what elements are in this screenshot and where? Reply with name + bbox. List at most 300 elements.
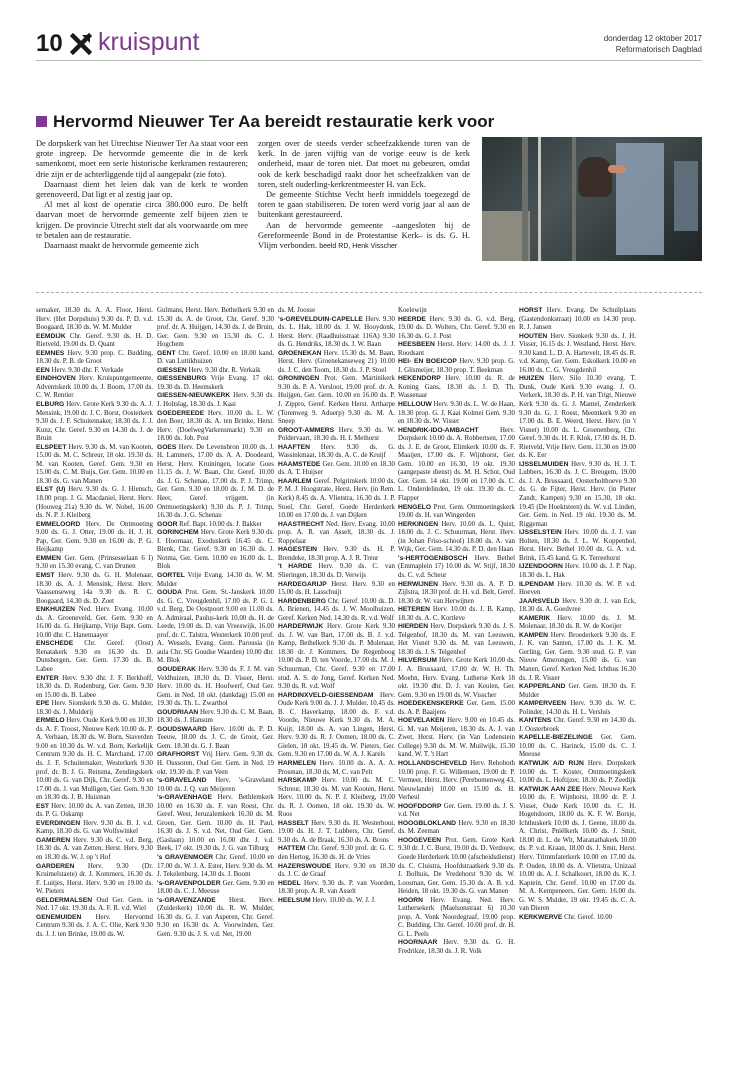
- listing-text: Herv. Silo 10.30 evang. T. Dunk, Oude Kerk 9.30 evang. J. O. Verkerk, 18.30 ds. P. H. van Trigt, Nieuwe Kerk 9.30 ds. G. J. Mantel, Zenderkerk 9.30 ds. G. J. Roest, Meentkerk 9.30 en 17.00 ds. B. E. Weerd, Herst. Herv. (in 't Visnet) 10.00 ds. L. Groenenberg, Chr. Geref. 9.30 ds. H. F. Klok, 17.00 ds. H. D. Rietveld, Vrije Herv. Gem. 11.30 en 19.00 ds. K. Eer: [519, 375, 636, 460]
- listing-place: EMMEN: [36, 554, 61, 562]
- listing-place: 's-GRAVELAND: [157, 777, 207, 785]
- listing-place: ILPENDAM: [519, 580, 554, 588]
- listing-text: Herv. 9.30 en 18.30 ds. M. Zeeman: [398, 819, 515, 836]
- listing-entry: [278, 777, 395, 820]
- listing-text: Herv. Sionkerk 9.30 ds. J. H. Visser, 16.15 ds. J. Westland, Herst. Herv. 9.30 kand. L. D. A. Hartevelt, 18.45 ds. R. v.d. Kamp, Ger. Gem. Eskolkerk 10.00 en 16.00 ds. C. G. Vreugdenhil: [519, 332, 636, 374]
- listing-entry: [278, 478, 395, 521]
- newspaper-name: Reformatorisch Dagblad: [615, 45, 702, 54]
- listing-place: KERKWERVE: [519, 913, 563, 921]
- listing-entry: [278, 427, 395, 444]
- listing-text: Herv. 10.00 ds. A. A. A. Prosman, 18.30 ds. M. C. van Pelt: [278, 759, 395, 776]
- listing-place: HAARLEM: [278, 477, 312, 485]
- listing-column-1: [36, 307, 153, 1059]
- listing-entry: [519, 683, 636, 700]
- listing-entry: [398, 717, 515, 760]
- listing-entry: [278, 307, 395, 316]
- headline-text: Hervormd Nieuwer Ter Aa bereidt restauratie kerk voor: [53, 112, 495, 131]
- listing-place: 's-GRAVENPOLDER: [157, 879, 221, 887]
- listing-text: Herv. Bethel (Emmaplein 17) 10.00 ds. W. Stijf, 18.30 ds. C. v.d. Scheur: [398, 554, 515, 579]
- photo-church-window: [674, 161, 698, 231]
- listing-place: HOORN: [398, 896, 423, 904]
- listing-place: ELBURG: [36, 401, 65, 409]
- listing-text: Herv. 10.00 ds. R. de Koning Gans, 18.30 ds. J. D. Th. Wassenaar: [398, 375, 515, 400]
- listing-text: Prot. Gem. Martinikerk 9.30 ds. P. A. Versloot, 19.00 prof. dr. A. Huijgen, Ger. Gem. 10.00 en 16.00 ds. P. J. Zippro, Geref. Kerken Herst. Artharpe (Torenweg 9. Aduerp) 9.30 ds. M. A. Sneep: [278, 375, 395, 426]
- listing-entry: [157, 444, 274, 521]
- listing-entry: [519, 333, 636, 376]
- listing-entry: [36, 640, 153, 674]
- listing-text: Herv. 9.30 dhr. F. Verkade: [51, 366, 124, 374]
- listing-place: HOOGEVEEN: [398, 836, 442, 844]
- listing-entry: [36, 486, 153, 520]
- listing-entry: [36, 350, 153, 367]
- listing-entry: [519, 307, 636, 333]
- listing-text: Herv. Oude Kerk 9.00 en 10.30 ds. A. F. Troost, Nieuwe Kerk 10.00 ds. P. A. Verbaan, 18.30 ds. W. Born, Staverden 9.00 en 10.30 ds. W. v.d. Born, Kerkelijk Centrum 9.30 ds. H. C. Marchand, 17.00 ds. J. F. Schuitemaker, Westerkerk 9.30 prof. dr. B. J. G. Reitsma, Zendingskerk 10.00 ds. G. van Dijk, Chr. Geref. 9.30 en 17.00 ds. J. van Mulligen, Ger. Gem. 9.30 en 18.30 ds. J. B. Huisman: [36, 717, 153, 802]
- listing-place: KATWIJK AAN ZEE: [519, 785, 581, 793]
- listing-entry: [157, 307, 274, 350]
- listing-entry: [278, 444, 395, 461]
- listing-entry: [157, 751, 274, 777]
- listing-place: KAMERIK: [519, 614, 551, 622]
- listing-place: GOEDEREEDE: [157, 409, 205, 417]
- listing-text: Herst. Herv. 9.30 en 15.00 ds. H. Lasschuijt: [278, 580, 395, 597]
- listing-place: HEERDE: [398, 315, 426, 323]
- listing-column-3: [278, 307, 395, 1059]
- listing-text: Herv. De Levensbron 10.00 ds. J. H. Lammers, 17.00 ds. A. A. Doodeard, Herst. Herv. Kruiningen, locatie Goes 11.15 ds. J. W. Baan, Chr. Geref. 10.00 ds. J. G. Schenau, 17.00 ds. P. J. Trimp, Ger. Gem. 9.30 en 18.00 ds. J. M. D. de Heer, Geref. vrijgem. (in Ontmoetingskerk) 9.30 ds. P. J. Trimp, 16.30 ds. J. G. Schenau: [157, 443, 274, 520]
- listing-entry: [157, 589, 274, 666]
- listing-entry: [398, 897, 515, 940]
- listing-place: HENDRIK-IDO-AMBACHT: [398, 426, 479, 434]
- listing-place: EEMNES: [36, 349, 65, 357]
- listing-entry: [398, 307, 515, 316]
- listing-entry: [278, 581, 395, 598]
- listing-place: HELLOUW: [398, 401, 432, 409]
- listing-place: HAAFTEN: [278, 443, 310, 451]
- listing-text: Gulmans, Herst. Herv. Bethelkerk 9.30 en 15.30 ds. A. de Groot, Chr. Geref. 9.30 prof. dr. A. Huijgen, 14.30 ds. J. de Bruin, Ger. Gem. 9.30 en 15.30 ds. C. J. Hogchem: [157, 307, 274, 349]
- listing-place: HAASTRECHT: [278, 520, 325, 528]
- listing-entry: [157, 777, 274, 794]
- listing-entry: [519, 598, 636, 615]
- listing-text: Herv. 9.30 ds. J. Holtslag, 18.30 ds. J. Kaai: [157, 392, 274, 409]
- listing-place: GARDEREN: [36, 862, 75, 870]
- listing-entry: [278, 880, 395, 897]
- listing-place: HOOGBLOKLAND: [398, 819, 456, 827]
- listing-text: Herv. 10.00 ds. J. M. Molenaar, 18.30 ds. R. W. de Koeijer: [519, 614, 636, 631]
- listing-entry: [519, 529, 636, 563]
- listing-place: HAAMSTEDE: [278, 460, 321, 468]
- listing-text: Herv. Bethlemkerk 10.00 en 16.30 ds. F. van Roest, Chr. Geref. West, Jeruzalemkerk 16.30 ds. M. Groen, Ger. Gem. 10.00 ds. H. Paul, 16.30 ds. J. S. v.d. Net, Oud Ger. Gem. (Gaslaan) 10.00 en 16.00 dhr. J. v.d. Beek, 17 okt. 19.30 ds. J. G. van Tilburg: [157, 794, 274, 853]
- listing-place: GOUDA: [157, 589, 182, 597]
- listing-text: Herv. 9.30 ds. W. Poldervaart, 18.30 ds. H. I. Methorst: [278, 426, 395, 443]
- listing-place: ELST (U): [36, 486, 66, 494]
- listing-entry: [398, 427, 515, 504]
- listing-text: Herv. 9.30 ds. G. v.d. Berg, 19.00 ds. D. Wolters, Chr. Geref. 9.30 en 16.30 ds. G. J. Post: [398, 315, 515, 340]
- listing-place: HARDEGARIJP: [278, 580, 327, 588]
- listing-column-5: [519, 307, 636, 1059]
- listing-place: ENKHUIZEN: [36, 606, 76, 614]
- listing-text: Prot. Gem. Ontmoetingskerk 19.00 ds. H. van Wingerden: [398, 503, 515, 520]
- listing-place: HERKINGEN: [398, 520, 439, 528]
- listing-place: HOEDEKENSKERKE: [398, 700, 464, 708]
- listing-text: Vrij Herv. Gem. 9.30 ds. H. Oussoren, Oud Ger. Gem. in Ned. 19 okt. 19.30 ds. P. van Veen: [157, 751, 274, 776]
- listing-text: Herv. 9.30 prop. G. J. Glismeijer, 18.30 prop. T. Beekman: [398, 358, 515, 374]
- article-photo: [482, 137, 702, 261]
- listing-entry: [398, 606, 515, 623]
- listing-place: 't HARDE: [278, 563, 313, 571]
- photo-ladder: [538, 137, 541, 261]
- listing-text: Herv. 9.30 en 18.30 ds. J. C. de Graaf: [278, 862, 395, 879]
- listing-entry: [278, 316, 395, 350]
- listing-text: Herv. Sionskerk 9.30 ds. G. Mulder, 18.30 ds. J. Mulderij: [36, 700, 153, 716]
- listing-text: Herv. 10.00 ds. P. D. Teeuw, 18.00 ds. J. C. de Groot, Ger. Gem. 18.30 ds. G. J. Baan: [157, 725, 274, 750]
- listing-place: 's GRAVENMOER: [157, 854, 214, 861]
- photo-worker: [578, 157, 612, 197]
- listing-place: GOUDERAK: [157, 665, 197, 673]
- listing-place: HEKENDORP: [398, 375, 441, 383]
- listing-entry: [519, 700, 636, 717]
- listing-entry: [519, 563, 636, 580]
- listing-entry: [398, 581, 515, 607]
- listing-entry: [398, 760, 515, 803]
- listing-entry: [398, 316, 515, 342]
- listing-text: Herv. 9.30 ds. M. van Kooten, 15.00 ds. M. C. Schreur, 18 okt. 19.30 ds. M. van Kooten, Geref. Gem. 9.30 en 15.00 ds. C. M. Buijs, Ger. Gem. 10.00 en 18.30 ds. G. van Manen: [36, 443, 153, 485]
- headline-marker-icon: [36, 116, 47, 127]
- listing-place: HEDEL: [278, 879, 301, 887]
- listing-place: KAMPEN: [519, 631, 548, 639]
- listing-text: Chr. Geref. 10.00 en 18.00 kand. D. van Luttikhuizen: [157, 349, 274, 366]
- listing-place: GENT: [157, 349, 176, 357]
- listing-place: IJZENDOORN: [519, 563, 563, 571]
- listing-entry: [519, 461, 636, 529]
- listing-entry: [398, 504, 515, 521]
- listing-entry: [157, 367, 274, 376]
- issue-date: donderdag 12 oktober 2017: [603, 34, 702, 43]
- listing-place: HASSELT: [278, 819, 309, 827]
- listing-place: JAARSVELD: [519, 597, 560, 605]
- listing-text: Herv. Grote Kerk 10.00 ds. J. A. Brussaard, 17.00 dr. W. H. Th. Moehn, Herv. Evang. Lutherse Kerk 18 okt. 19.30 dhr. D. J. van Keulen, Ger. Gem. 9.30 en 19.00 ds. W. Visscher: [398, 657, 515, 699]
- listing-entry: [398, 555, 515, 581]
- listing-place: HARSKAMP: [278, 777, 317, 785]
- listing-entry: [278, 897, 395, 906]
- article-paragraph: Aan de hervormde gemeente –aangesloten bij de Gereformeerde Bond in de Protestantse Kerk– is ds. G. H. Vlijm verbonden. beeld RD, Henk Visscher: [258, 220, 470, 251]
- listing-entry: [519, 632, 636, 683]
- listing-place: KAPPERLAND: [519, 683, 566, 691]
- listing-entry: [157, 854, 274, 880]
- listing-place: EST: [36, 802, 50, 810]
- listing-entry: [36, 333, 153, 350]
- listing-place: KAMPERVEEN: [519, 700, 567, 708]
- listing-entry: [519, 581, 636, 598]
- listing-entry: [157, 666, 274, 709]
- listing-place: GIESSEN: [157, 366, 187, 374]
- section-divider: [36, 292, 702, 293]
- listing-place: EMMELOORD: [36, 520, 81, 528]
- listing-entry: [36, 897, 153, 914]
- article-paragraph: zorgen over de steeds verder scheefzakkende toren van de kerk. In de jaren vijftig van de vorige eeuw is de kerk onderheid, maar de toren niet. Dat moet nu gebeuren, omdat ook de kerk beschadigd raakt door het scheefzakken van de toren, stelt ouderling-kerkrentmeester H. van Eck.: [258, 139, 470, 189]
- listing-text: Herv. 10.00 ds. A. van Zetten, 18.30 ds. P. G. Oskamp: [36, 802, 153, 819]
- listing-entry: [278, 375, 395, 426]
- listing-entry: [36, 401, 153, 444]
- listing-entry: [398, 341, 515, 358]
- listing-place: HEELSUM: [278, 896, 311, 904]
- listing-text: Herv. Hervormd Centrum 9.30 ds. J. A. C. Olie, Kerk 9.30 ds. J. J. ten Brinke, 19.00 ds. W.: [36, 913, 153, 938]
- listing-place: HAZERSWOUDE: [278, 862, 332, 870]
- listing-entry: [36, 307, 153, 333]
- listing-text: Chr. Geref. (Oost) Renatakerk 9.30 en 16.30 ds. D. Dunsbergen, Ger. Gem. 17.30 ds. B. Labee: [36, 640, 153, 673]
- section-title: kruispunt: [98, 28, 200, 56]
- listing-place: GOUDSWAARD: [157, 725, 207, 733]
- listing-place: GELDERMALSEN: [36, 896, 93, 904]
- listing-text: Herv. Dorpskerk 10.00 ds. A. Robbertsen, 17.00 ds. J. E. de Groot, Elimkerk 10.00 ds. F. Maaijen, 17.00 ds. F. Wijnhorst, Ger. Gem. 10.00 en 16.30, 19 okt. 19.30 (aangepaste dienst) ds. M. H. Schot, Oud Ger. Gem. 14 okt. 19.00 en 17.00 ds. C. L. Onderdelinden, 19 okt. 19.30 ds. C. Flapper: [398, 426, 515, 503]
- listing-text: Herv. 10.00 ds. J. J. van Holten, 18.30 ds. J. L. W. Koppenhol, Herst. Herv. Bethel 10.00 ds. G. A. v.d. Brink, 15.45 kand. G. K. Terreehorst: [519, 529, 636, 562]
- listing-entry: [36, 837, 153, 863]
- listing-place: HORST: [519, 307, 543, 314]
- article-paragraph: Daarnaast maakt de hervormde gemeente zich: [44, 241, 199, 251]
- listing-text: Herv. Oude Kerk 9.00 ds. J. J. Mulder, 10.45 ds. B. C. Haverkamp, 18.00 ds. F. v.d. Voorde, Nieuwe Kerk 9.30 ds. M. A. Kuijt, 18.00 ds. A. van Lingen, Herst. Herv. 9.30 ds. R. J. Oomen, 18.00 ds. C. Gielen, 18 okt. 19.45 ds. W. Pieters, Ger. Gem. 9.30 en 17.00 ds. W. A. J. Karels: [278, 691, 395, 759]
- listing-text: Herv. 9.30 ds. G. Wassinkmaat, 18.30 ds. A. C. de Kruijf: [278, 443, 395, 460]
- photo-credit: beeld RD, Henk Visscher: [319, 243, 398, 251]
- listing-place: HARDINXVELD-GIESSENDAM: [278, 691, 374, 699]
- listing-text: Chr. Geref. 9.30 en 14.30 ds. J. Oosterbroek: [519, 717, 636, 733]
- listing-place: HAGESTEIN: [278, 546, 318, 554]
- listing-place: GAMEREN: [36, 836, 71, 844]
- listing-place: IJSSELMUIDEN: [519, 460, 569, 468]
- listing-text: Herv. 9.30 dhr. R. Verkaik: [188, 366, 261, 374]
- listing-place: HIERDEN: [398, 623, 429, 631]
- listing-place: HATTEM: [278, 845, 306, 853]
- listing-text: Herv. 9.30 prop. C. Budding, 18.30 ds. P. B. de Groot: [36, 349, 153, 366]
- listing-entry: [278, 845, 395, 862]
- listing-entry: [519, 717, 636, 734]
- listing-entry: [519, 914, 636, 923]
- listing-place: HOORNAAR: [398, 939, 438, 947]
- listing-text: Oud Ger. Gem. in Ned. 17 okt. 19.30 ds. A. F. R. v.d. Wiel: [36, 896, 153, 913]
- listing-place: GRAFHORST: [157, 751, 200, 759]
- listing-text: Koelewijn: [398, 307, 427, 314]
- listing-place: HILVERSUM: [398, 657, 437, 665]
- listing-place: 's-HERTOGENBOSCH: [398, 554, 468, 562]
- listing-text: Vrije Evang. 14.30 ds. W. M. Mulder: [157, 571, 274, 588]
- listing-entry: [157, 410, 274, 444]
- listing-text: Herst. Herv. (Zuiderkerk) 10.00 ds. R. W. Mulder, 16.30 ds. G. J. van Asperen, Chr. Geref. 9.30 en 16.30 ds. A. Voorwinden, Ger. Gem. 9.30 ds. J. S. v.d. Net, 19.00: [157, 896, 274, 938]
- listing-text: Herv. 9.30 ds. H. Westerhout, 19.00 ds. H. J. T. Lubbers, Chr. Geref. 9.30 ds. A. de Braak, 16.30 ds. A. Brons: [278, 819, 395, 844]
- listing-text: Herv. 10.00 ds. L. Quist, 18.00 ds. J. C. Schuurman, Herst. Herv. (in Johan Friso-school) 18.00 ds. A. van Wijk, Ger. Gem. 14.30 ds. P. D. den Haan: [398, 520, 515, 554]
- listing-place: GROOT-AMMERS: [278, 426, 335, 434]
- listing-text: Herv. Evang. De Schuilplaats (Gastendonkstraat) 10.00 en 14.30 prop. R. J. Jansen: [519, 307, 636, 332]
- article-paragraph: De gemeente Stichtse Vecht heeft inmiddels toegezegd de toren te gaan stabiliseren. De toren werd vorig jaar al aan de buitenkant gerestaureerd.: [258, 190, 470, 220]
- listing-text: Herv. De Ontmoeting 9.00 ds. G. J. Otter, 19.00 ds. H. J. H. Pap, Ger. Gem. 9.30 en 16.00 ds. P. G. Heijkamp: [36, 520, 153, 554]
- listing-entry: [519, 734, 636, 760]
- listing-text: Vrije Evang. 17 okt. 19.30 ds. D. Heemskerk: [157, 375, 274, 391]
- listing-entry: [36, 367, 153, 376]
- listing-place: HARDENBERG: [278, 597, 326, 605]
- listing-text: Chr. Geref. 9.30 prof. dr. G. C. den Hertog, 16.30 ds. H. de Vries: [278, 845, 395, 861]
- listing-text: Herv. 9.30 ds. H. J. T. Lubbers, 16.30 ds. J. C. Breugem, 19.00 ds. J. A. Brussaard, Oosterholthoeve 9.30 ds. G. de Fijter, Herst. Herv. (in Pieter Zandt, Kampen) 9.30 en 15.30, 18 okt. 19.45 (De Hoektsteen) ds. W. v.d. Linden, Ger. Gem. in Ned. 19 okt. 19.30 ds. M. Riggeman: [519, 460, 636, 528]
- listing-place: EINDHOVEN: [36, 375, 76, 383]
- listing-place: GORTEL: [157, 571, 185, 579]
- listing-entry: [157, 375, 274, 392]
- listing-entry: [278, 692, 395, 760]
- photo-worker-hand: [608, 165, 626, 173]
- listing-text: Ger. Gem. 10.00 ds. C. Harinck, 15.00 ds. C. J. Meeuse: [519, 734, 636, 759]
- listing-entry: [157, 572, 274, 589]
- listing-place: HEESBEEN: [398, 341, 435, 349]
- listing-place: GOUDRIAAN: [157, 708, 199, 716]
- listing-text: semaker, 18.30 ds. A. A. Floor, Herst. Herv. (Het Dorpshuis) 9.30 ds. P. D. v.d. Boogaard, 18.30 ds. W. M. Mulder: [36, 307, 153, 332]
- article-paragraph: De dorpskerk van het Utrechtse Nieuwer Ter Aa staat voor een grote ingreep. De hervormde gemeente die in de kerk samenkomt, moet een serie historische kerkramen restaureren; drie zijn er de achterliggende tijd al aangepakt (zie foto).: [36, 139, 248, 179]
- listing-text: Herv. 9.30 ds. G. H. Molenaar, 18.30 ds. A. J. Mensink, Herst. Herv. Vaassenseweg 14a 9.30 ds. R. C. Boogaard, 14.30 ds. D. Zoet: [36, 571, 153, 605]
- listing-entry: [36, 820, 153, 837]
- listing-place: 's-GRAVENZANDE: [157, 896, 216, 904]
- listing-entry: [398, 521, 515, 555]
- listing-place: KATWIJK A/D RIJN: [519, 759, 584, 767]
- listing-text: Ned. Herv. Evang. 10.00 prop. A. R. van Asselt, 18.30 ds. J. Roppelaar: [278, 520, 395, 545]
- listing-text: Herv. 10.00 ds. L. W. den Boer, 18.30 ds. A. ten Brinke, Herst. Herv. (DoelwegVarkensmarkt) 9.30 en 18.00 ds. Job. Post: [157, 409, 274, 443]
- listing-entry: [398, 939, 515, 956]
- listing-place: HERWIJNEN: [398, 580, 439, 588]
- listing-entry: [519, 760, 636, 786]
- listing-entry: [36, 717, 153, 802]
- listing-text: Herv. 9.30 ds. C. M. Baan, 18.30 ds. J. Hansum: [157, 708, 274, 725]
- listing-place: HARDERWIJK: [278, 623, 324, 631]
- listing-place: EEMDIJK: [36, 332, 66, 340]
- listing-entry: [278, 820, 395, 846]
- photo-scaffold: [522, 137, 528, 261]
- listing-place: HOUTEN: [519, 332, 548, 340]
- listing-entry: [36, 914, 153, 940]
- listing-entry: [519, 786, 636, 914]
- listing-text: Herv. Kruispuntgemeente, Adventskerk 10.00 ds. J. Boom, 17.00 ds. C. W. Rentier: [36, 375, 153, 400]
- listing-place: EMST: [36, 571, 55, 579]
- listing-entry: [398, 375, 515, 401]
- listing-text: Herv. Broederkerk 9.30 ds. F. J. K. van Santen, 17.00 ds. J. K. M. Gerling, Ger. Gem. 9.30 stud. G. P. van Nieuw Amerongen, 15.00 ds. G. van Manen, Geref. Kerken Ned. Ichthus 16.30 ds. J. R. Visser: [519, 631, 636, 682]
- listing-entry: [157, 392, 274, 409]
- listing-place: ENSCHEDE: [36, 640, 74, 648]
- listing-entry: [278, 760, 395, 777]
- listing-text: Ger. Gem. (Prinsesselaan 6 I) 9.30 en 15.30 evang. C. van Drunen: [36, 554, 153, 571]
- listing-entry: [157, 880, 274, 897]
- listing-place: HARMELEN: [278, 759, 316, 767]
- listing-entry: [398, 623, 515, 657]
- listing-text: Ger. Gem. 18.30 ds. F. Mulder: [519, 683, 636, 699]
- listing-entry: [157, 726, 274, 752]
- listing-place: GOES: [157, 443, 177, 451]
- listing-entry: [36, 572, 153, 606]
- listing-text: Ref. Bapt. 10.00 ds. J. Bakker: [179, 520, 262, 528]
- listing-entry: [398, 700, 515, 717]
- listing-text: Herv. 10.30 ds. W. P. v.d. Hoeven: [519, 580, 636, 597]
- listing-place: KANTENS: [519, 717, 552, 725]
- listing-place: GROENEKAN: [278, 349, 322, 357]
- listing-text: Herv. Evang. Ned. Herv. Luthersekerk (Maelsonstraat 6) 10.30 prop. A. Vonk Noordegraaf, 19.00 prop. C. Budding, Chr. Geref. 10.00 prof. dr. H. G. L. Peels: [398, 896, 515, 938]
- page-number: 10: [36, 30, 63, 57]
- listing-text: Ger. Gem. 15.00 ds. A. P. Baaijens: [398, 700, 515, 716]
- listing-place: HOOFDDORP: [398, 802, 442, 810]
- article-paragraph: Al met al kost de operatie circa 380.000 euro. De helft daarvan moet de hervormde gemeente zelf bijeen zien te krijgen. De provincie Utrecht stelt dat als voorwaarde om mee te betalen aan de restauratie.: [36, 200, 248, 240]
- listing-text: Herv. Dorpskerk 9.30 ds. J. S. Telgenhof, 18.30 ds. M. van Leeuwen, Het Visnet 9.30 ds. M. van Leeuwen, 18.30 ds. J. S. Telgenhof: [398, 623, 515, 656]
- listing-text: Prot. Gem. St.-Janskerk 10.00 ds. G. C. Vreugdenhil, 17.00 ds. P. G. I. v.d. Berg, De Oostpoort 9.00 en 11.00 ds. A. Admiraal, Paulus-kerk 10.00 ds. H. de Leede, 19.00 ds. D. van Vreeswijk, 16.00 prof. dr. C. Talstra, Westerkerk 10.00 prof. A. Wessels, Evang. Gem. Parousia (in aula Chr. SG Goudse Waarden) 10.00 dhr. M. Blok: [157, 589, 274, 665]
- listing-entry: [36, 555, 153, 572]
- listing-entry: [157, 350, 274, 367]
- listing-text: Herv. 10.00 ds. W. J. J.: [312, 896, 376, 904]
- listing-text: Herv. 9.30 ds. C. van Slieringen, 18.30 ds. D. Verwijs: [278, 563, 395, 579]
- listing-entry: [36, 444, 153, 487]
- listing-entry: [278, 623, 395, 691]
- listing-text: Herv. 10.00 ds. J. P. Nap, 18.30 ds. L. Hak: [519, 563, 636, 579]
- listing-entry: [398, 803, 515, 820]
- page-header: [36, 28, 702, 61]
- listing-text: Ger. Gem. 9.30 en 18.00 ds. C. J. Meeuse: [157, 879, 274, 896]
- listing-text: ds. M. Joosse: [278, 307, 316, 314]
- listing-text: Herv. 9.30 ds. L. W. de Haan, 18.30 prop. G. J. Kaai Kolmei Gem. 9.30 en 18.30 ds. W. Visser: [398, 401, 515, 426]
- listing-text: Herv. 9.30 dhr. J. F. Berkhoff, 18.30 ds. D. Rodenburg, Ger. Gem. 9.30 en 15.00 ds. B. Labee: [36, 674, 153, 699]
- listing-column-2: [157, 307, 274, 1059]
- article-paragraph: Daarnaast dient het leien dak van de kerk te worden gerenoveerd. Dat ligt er al zestig jaar op.: [36, 179, 248, 200]
- listing-place: ELSPEET: [36, 443, 67, 451]
- listing-text: Ger. Gem. 10.00 en 18.30 ds. A. T. Huijser: [278, 460, 395, 477]
- listing-place: GOOR: [157, 520, 178, 528]
- listing-entry: [36, 521, 153, 555]
- cross-logo-icon: [70, 33, 92, 55]
- listing-place: HETEREN: [398, 606, 430, 614]
- listing-text: Chr. Geref. 10.00: [564, 913, 613, 921]
- listing-text: Herv. 9.30 ds. H. P. Brendeke, 18.30 prop. A. J. R. Treur: [278, 546, 395, 562]
- photo-scaffold: [572, 137, 576, 261]
- listing-column-4: [398, 307, 515, 1059]
- listing-place: GIESSENBURG: [157, 375, 207, 383]
- listing-entry: [157, 794, 274, 854]
- listing-place: GRONINGEN: [278, 375, 320, 383]
- listing-entry: [36, 803, 153, 820]
- listing-text: Herv. 10.00 ds. M. C. Schreur, 18.30 ds. M. van Kooten, Herst. Herv. 10.00 ds. N. P. J. Kleiberg, 19.00 ds. R. J. Oomen, 18 okt. 19.30 ds. W. Roos: [278, 777, 395, 819]
- listing-place: HOEVELAKEN: [398, 717, 445, 725]
- listing-entry: [157, 709, 274, 726]
- listing-place: KAPELLE-BIEZELINGE: [519, 734, 593, 742]
- listing-text: Herv. 9.30 ds. F. J. M. van Veldhuizen, 18.30 ds. D. Visser, Herst. Herv. 10.00 ds. H. Hoofwerf, Oud Ger. Gem. in Ned. 18 okt. (dankdag) 15.00 en 19.30 ds. Th. L. Zwartbol: [157, 665, 274, 708]
- listing-entry: [278, 546, 395, 563]
- listing-text: Herst. Herv. 14.00 ds. J. J. Roodsant: [398, 341, 515, 357]
- listing-entry: [36, 606, 153, 640]
- listing-entry: [157, 521, 274, 530]
- listing-text: Herv. 9.30 ds. P. van Voorden, 18.30 prop. A. R. van Asselt: [278, 879, 395, 896]
- listing-text: Herv. 9.30 ds. B. J. v.d. Kamp, 18.30 ds. G. van Wolfswinkel: [36, 819, 153, 836]
- listing-entry: [278, 350, 395, 376]
- listing-place: 's-GRAVENHAGE: [157, 794, 212, 802]
- listing-text: Herv. 10.00 ds. J. B. Kamp, 18.30 ds. A. C. Kortleve: [398, 606, 515, 622]
- listing-text: Herv. Dorpskerk 10.00 ds. T. Koster, Ontmoetingskerk 10.00 ds. L. Hoftijzer, 18.30 ds. P. Zeedijk: [519, 759, 636, 785]
- listing-text: Herv. 9.30 (Dr. Kruimelstaete) dr. J. Kommers, 16.30 ds. F. Luitjes, Herst. Herv. 9.30 en 19.00 ds. W. Pieters: [36, 862, 153, 896]
- listing-entry: [278, 563, 395, 580]
- listing-text: Herv. 's-Graveland 10.00 ds. J. Q. van Meijeren: [157, 777, 274, 793]
- article-column-2: [258, 139, 470, 252]
- listing-text: Herv. 9.30 dr. J. van Eck, 18.30 ds. A. Goedvree: [519, 597, 636, 614]
- article-headline: [36, 112, 494, 132]
- photo-church-window: [616, 143, 664, 255]
- listing-text: Geref. Pelgrimkerk 10.00 ds. P. M. J. Hoogstrate, Herst. Herv. (in Rem. Kerk) 8.45 ds. A. Vlietstra, 16.30 ds. J. P. Stoel, Chr. Geref. Goede Herderkerk 10.00 en 17.00 ds. J. van Dijken: [278, 477, 395, 520]
- listing-text: Herv. 9.30 ds. G. J. Hiensch, 18.00 prop. J. G. Macdaniel, Herst. Herv. (Houweg 21a) 9.30 ds. W. Nobel, 16.00 ds. N. P. J. Kleiberg: [36, 486, 153, 520]
- listing-text: Ned. Herv. Evang. 10.00 ds. A. Groeneveld, Ger. Gem. 9.30 en 16.00 ds. G. Heijkamp, Vrije Bapt. Gem. 10.00 dhr. C. Hanemaayer: [36, 606, 153, 639]
- listing-text: Herv. Rehoboth 10.00 prop. F. G. Willemsen, 19.00 dr. P. Vermeer, Herst. Herv. (Perebomenweg 43, Nieuwlande) 10.00 en 15.00 ds. H. Verheul: [398, 759, 515, 802]
- listing-place: HEI- EN BOEICOP: [398, 358, 457, 366]
- listing-entry: [278, 863, 395, 880]
- listing-text: Chr. Geref. 10.00 ds. D. A. Brienen, 14.45 ds. J. W. Moolhuizen, Geref. Kerken Ned. 14.30 ds. R. v.d. Wolf: [278, 597, 395, 622]
- listing-place: HENGELO: [398, 503, 432, 511]
- listing-entry: [36, 700, 153, 717]
- listing-text: Herv. Grote Kerk 9.30 ds. A. J. Mensink, 19.00 dr. J. C. Borst, Oosterkerk 9.30 ds. J. F. Schuitemaker, 18.30 ds. J. J. Kunz, Chr. Geref. 9.30 en 14.30 ds. J. de Bruin: [36, 401, 153, 443]
- listing-text: Herv. 9.30 ds. G. H. Fredrikze, 18.30 ds. J. R. Volk: [398, 939, 515, 956]
- listing-place: EEN: [36, 366, 50, 374]
- listing-place: IJSSELSTEIN: [519, 529, 562, 537]
- listing-place: HOLLANDSCHEVELD: [398, 759, 468, 767]
